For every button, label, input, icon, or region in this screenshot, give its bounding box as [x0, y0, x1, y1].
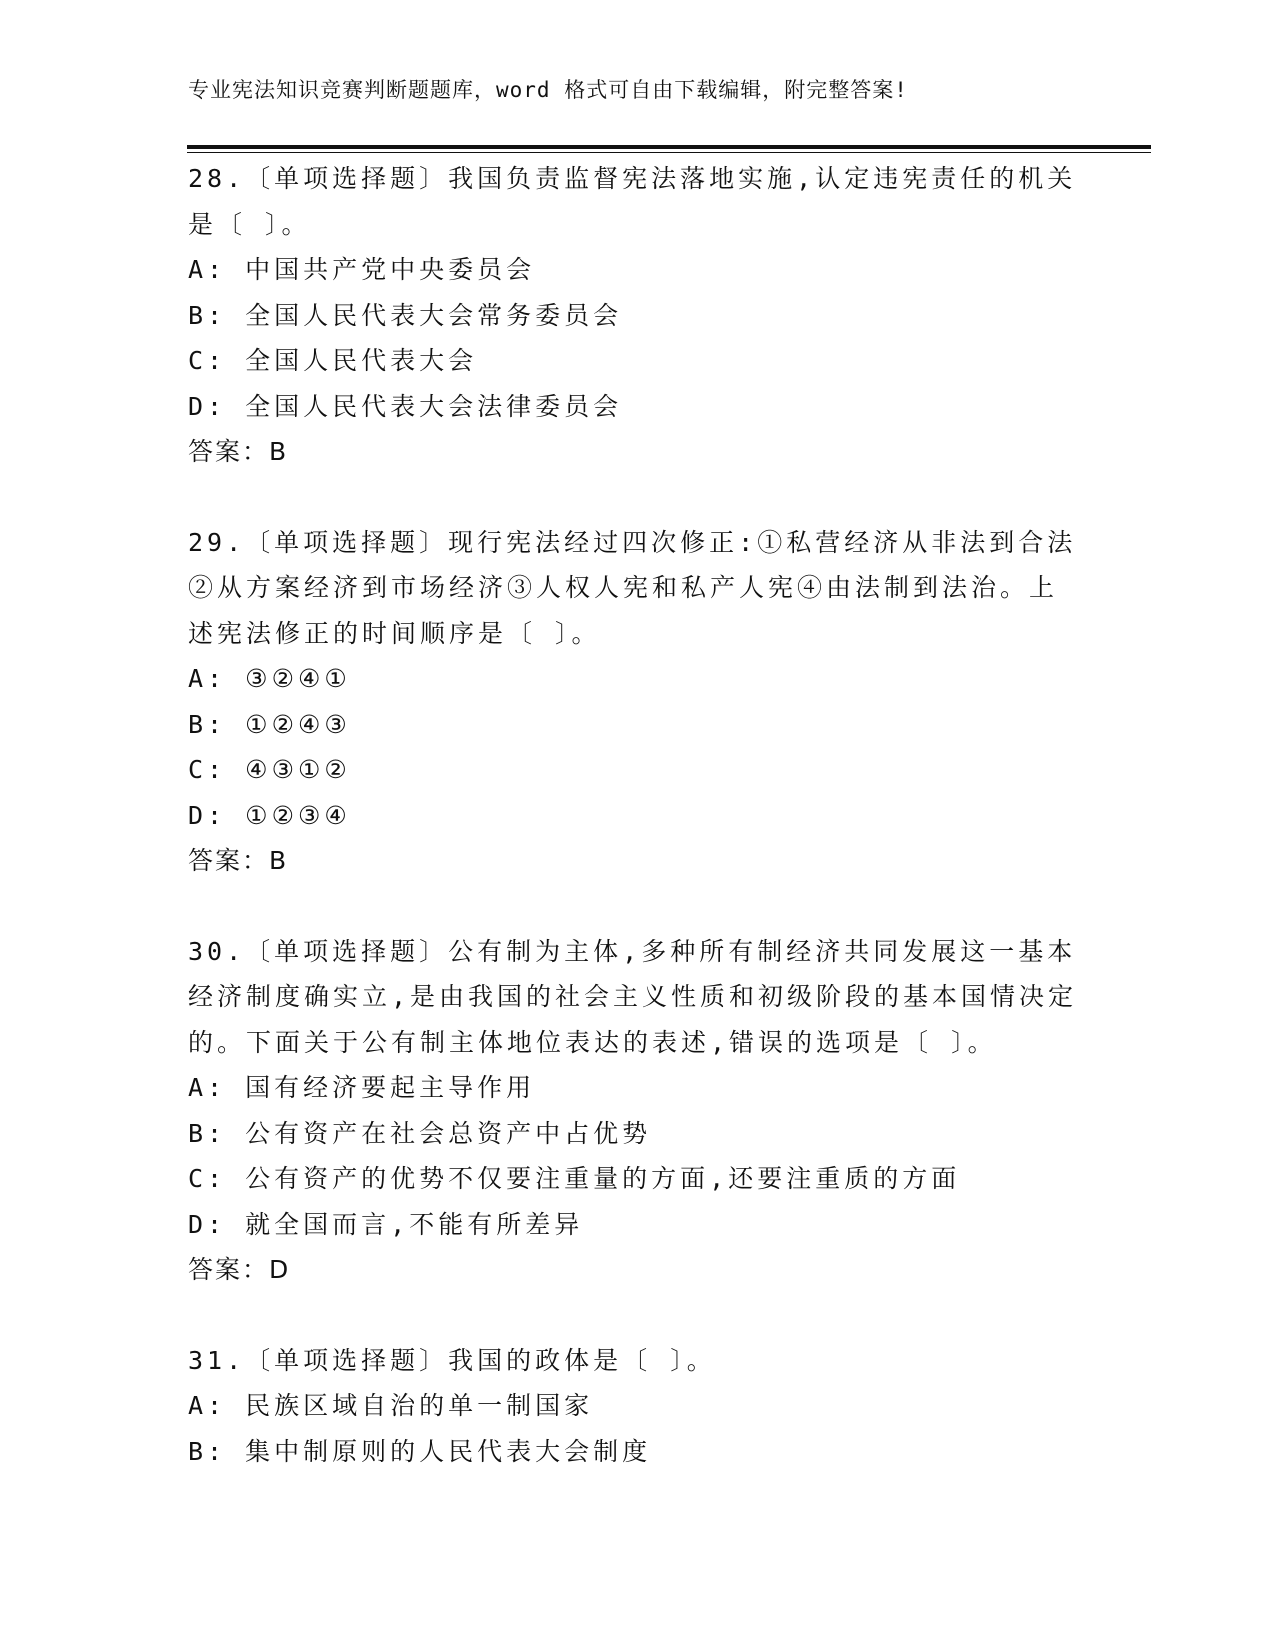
option-b: B: ①②④③	[188, 709, 351, 739]
question-stem-line: 28.〔单项选择题〕我国负责监督宪法落地实施,认定违宪责任的机关	[188, 164, 1077, 193]
option-d: D: ①②③④	[188, 800, 351, 830]
question-stem-line: 的。下面关于公有制主体地位表达的表述,错误的选项是〔 〕。	[188, 1027, 997, 1057]
question-30	[188, 929, 1088, 1293]
option-d: D: 就全国而言,不能有所差异	[188, 1209, 584, 1239]
option-a: A: 中国共产党中央委员会	[188, 255, 536, 284]
option-b: B: 公有资产在社会总资产中占优势	[188, 1118, 652, 1148]
question-29	[188, 520, 1088, 884]
option-a: A: 国有经济要起主导作用	[188, 1073, 536, 1102]
question-stem-line: ②从方案经济到市场经济③人权人宪和私产人宪④由法制到法治。上	[188, 573, 1059, 602]
question-stem-line: 30.〔单项选择题〕公有制为主体,多种所有制经济共同发展这一基本	[188, 936, 1077, 966]
header-rule-thin	[187, 152, 1151, 153]
question-28	[188, 156, 1088, 475]
question-31	[188, 1338, 1088, 1475]
option-b: B: 集中制原则的人民代表大会制度	[188, 1436, 652, 1466]
option-a: A: ③②④①	[188, 664, 351, 693]
question-stem-line: 经济制度确实立,是由我国的社会主义性质和初级阶段的基本国情决定	[188, 982, 1078, 1011]
question-list	[188, 156, 1088, 1519]
question-stem-line: 31.〔单项选择题〕我国的政体是〔 〕。	[188, 1345, 716, 1375]
option-c: C: 公有资产的优势不仅要注重量的方面,还要注重质的方面	[188, 1164, 961, 1193]
header-rule-thick	[187, 145, 1151, 149]
answer-line: 答案：B	[188, 437, 289, 466]
question-stem-line: 是〔 〕。	[188, 209, 311, 239]
option-b: B: 全国人民代表大会常务委员会	[188, 300, 623, 330]
option-d: D: 全国人民代表大会法律委员会	[188, 391, 623, 421]
question-stem-line: 述宪法修正的时间顺序是〔 〕。	[188, 618, 601, 648]
option-c: C: 全国人民代表大会	[188, 346, 478, 375]
option-c: C: ④③①②	[188, 755, 351, 784]
option-a: A: 民族区域自治的单一制国家	[188, 1391, 594, 1420]
document-header: 专业宪法知识竞赛判断题题库，word 格式可自由下载编辑，附完整答案!	[188, 78, 908, 102]
answer-line: 答案：B	[188, 846, 289, 875]
answer-line: 答案：D	[188, 1255, 291, 1284]
question-stem-line: 29.〔单项选择题〕现行宪法经过四次修正:①私营经济从非法到合法	[188, 527, 1077, 557]
